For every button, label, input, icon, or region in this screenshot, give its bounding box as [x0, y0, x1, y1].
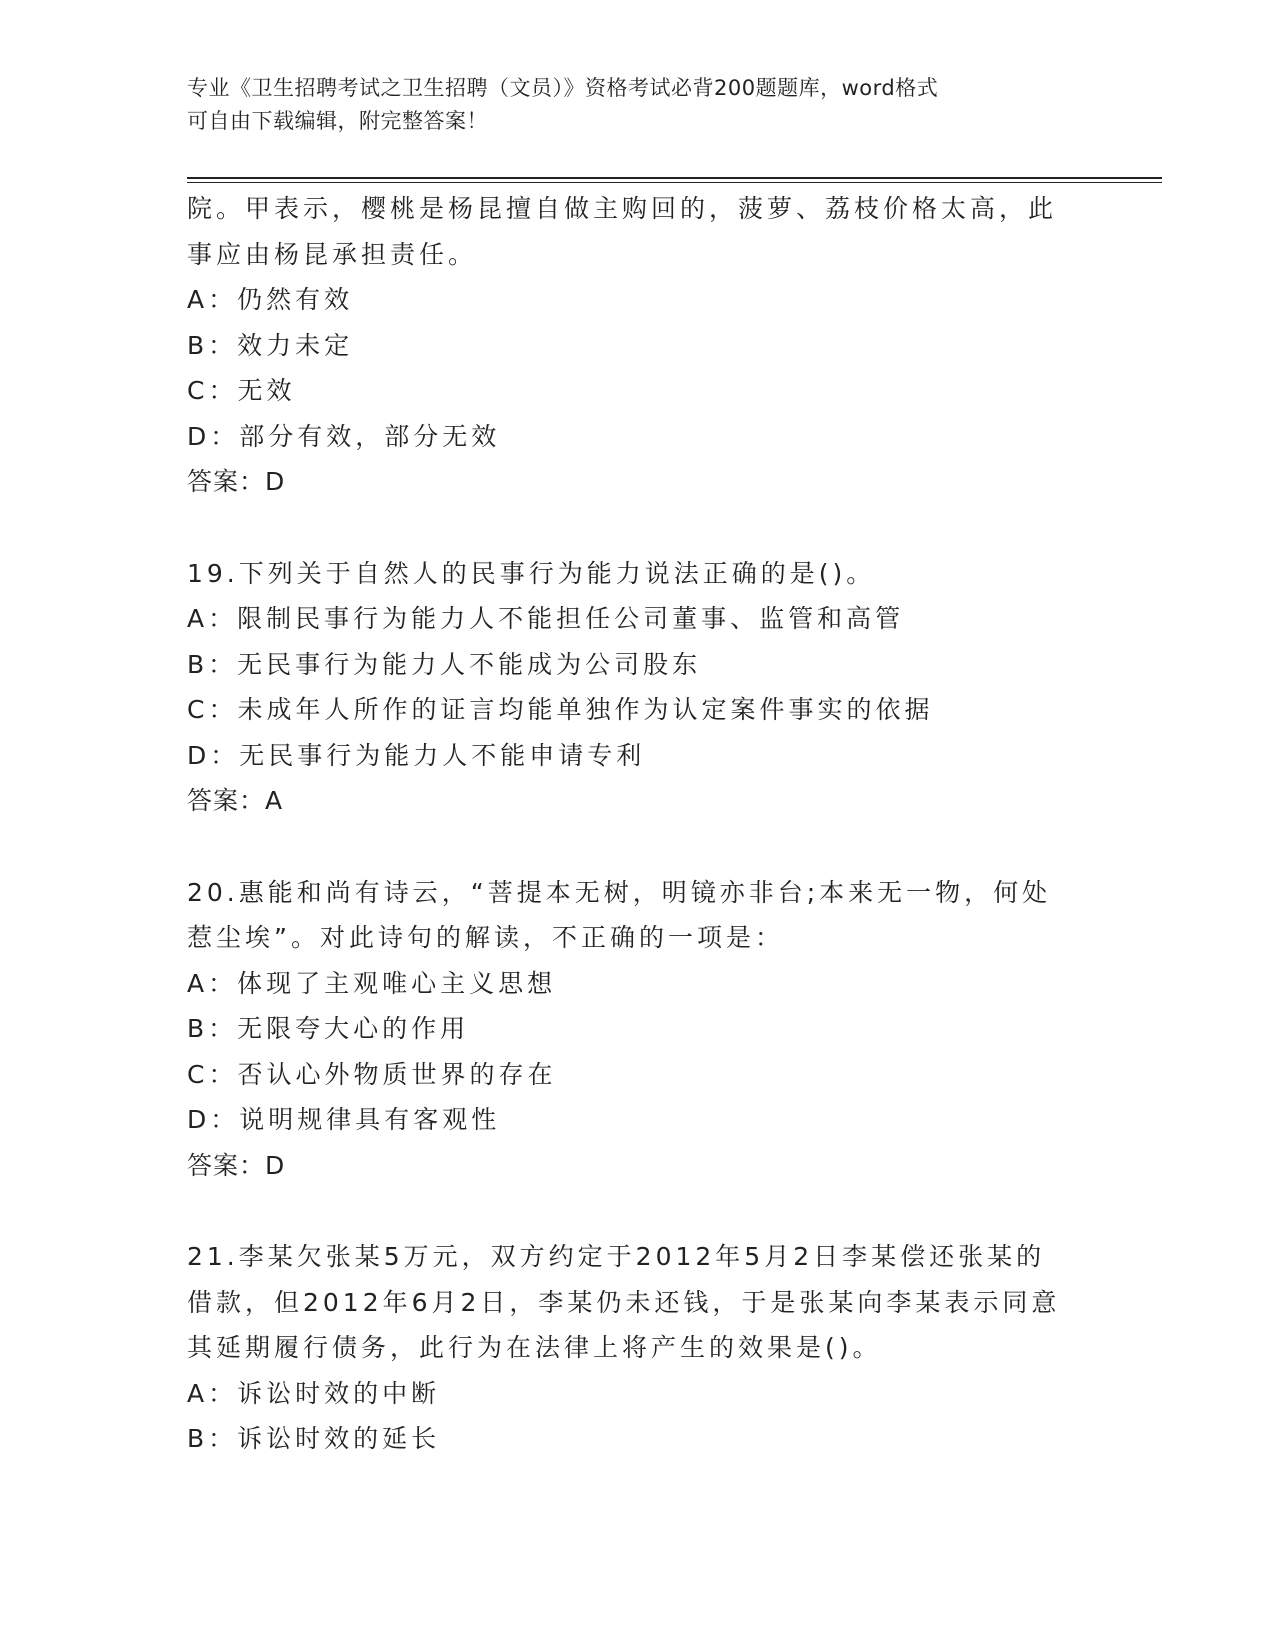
option-a: A：诉讼时效的中断	[187, 1378, 441, 1408]
spacer	[187, 505, 1087, 551]
question-stem-line: 借款，但2012年6月2日，李某仍未还钱，于是张某向李某表示同意	[187, 1287, 1061, 1317]
option-a: A：限制民事行为能力人不能担任公司董事、监管和高管	[187, 604, 905, 633]
option-c: C：否认心外物质世界的存在	[187, 1059, 557, 1089]
answer-label: 答案：A	[187, 786, 284, 815]
header-divider	[187, 177, 1162, 183]
option-b: B：无限夸大心的作用	[187, 1014, 470, 1043]
question-stem-line: 其延期履行债务，此行为在法律上将产生的效果是()。	[187, 1333, 882, 1362]
header-title-line-2: 可自由下载编辑，附完整答案！	[187, 109, 488, 133]
spacer	[187, 1188, 1087, 1234]
option-a: A：体现了主观唯心主义思想	[187, 968, 557, 998]
question-stem-line: 20.惠能和尚有诗云，“菩提本无树，明镜亦非台;本来无一物，何处	[187, 877, 1052, 907]
option-b: B：无民事行为能力人不能成为公司股东	[187, 649, 702, 679]
option-b: B：诉讼时效的延长	[187, 1424, 441, 1453]
option-c: C：未成年人所作的证言均能单独作为认定案件事实的依据	[187, 695, 934, 724]
answer-label: 答案：D	[187, 467, 286, 496]
question-stem-line: 事应由杨昆承担责任。	[187, 239, 478, 269]
question-stem-line: 21.李某欠张某5万元，双方约定于2012年5月2日李某偿还张某的	[187, 1242, 1046, 1271]
question-21	[187, 1234, 1087, 1462]
option-a: A：仍然有效	[187, 285, 354, 314]
question-18	[187, 186, 1087, 505]
option-d: D：说明规律具有客观性	[187, 1105, 501, 1134]
question-content	[187, 186, 1087, 1462]
page-header	[187, 72, 1067, 138]
question-20	[187, 870, 1087, 1189]
option-c: C：无效	[187, 376, 296, 405]
header-title-line-1: 专业《卫生招聘考试之卫生招聘（文员）》资格考试必背200题题库，word格式	[187, 76, 939, 100]
question-stem-line: 19.下列关于自然人的民事行为能力说法正确的是()。	[187, 558, 876, 588]
question-stem-line: 惹尘埃”。对此诗句的解读，不正确的一项是：	[187, 923, 784, 952]
spacer	[187, 824, 1087, 870]
option-b: B：效力未定	[187, 330, 354, 360]
answer-label: 答案：D	[187, 1150, 286, 1180]
option-d: D：部分有效，部分无效	[187, 421, 501, 451]
option-d: D：无民事行为能力人不能申请专利	[187, 740, 646, 770]
question-stem-line: 院。甲表示，樱桃是杨昆擅自做主购回的，菠萝、荔枝价格太高，此	[187, 194, 1058, 223]
question-19	[187, 551, 1087, 824]
